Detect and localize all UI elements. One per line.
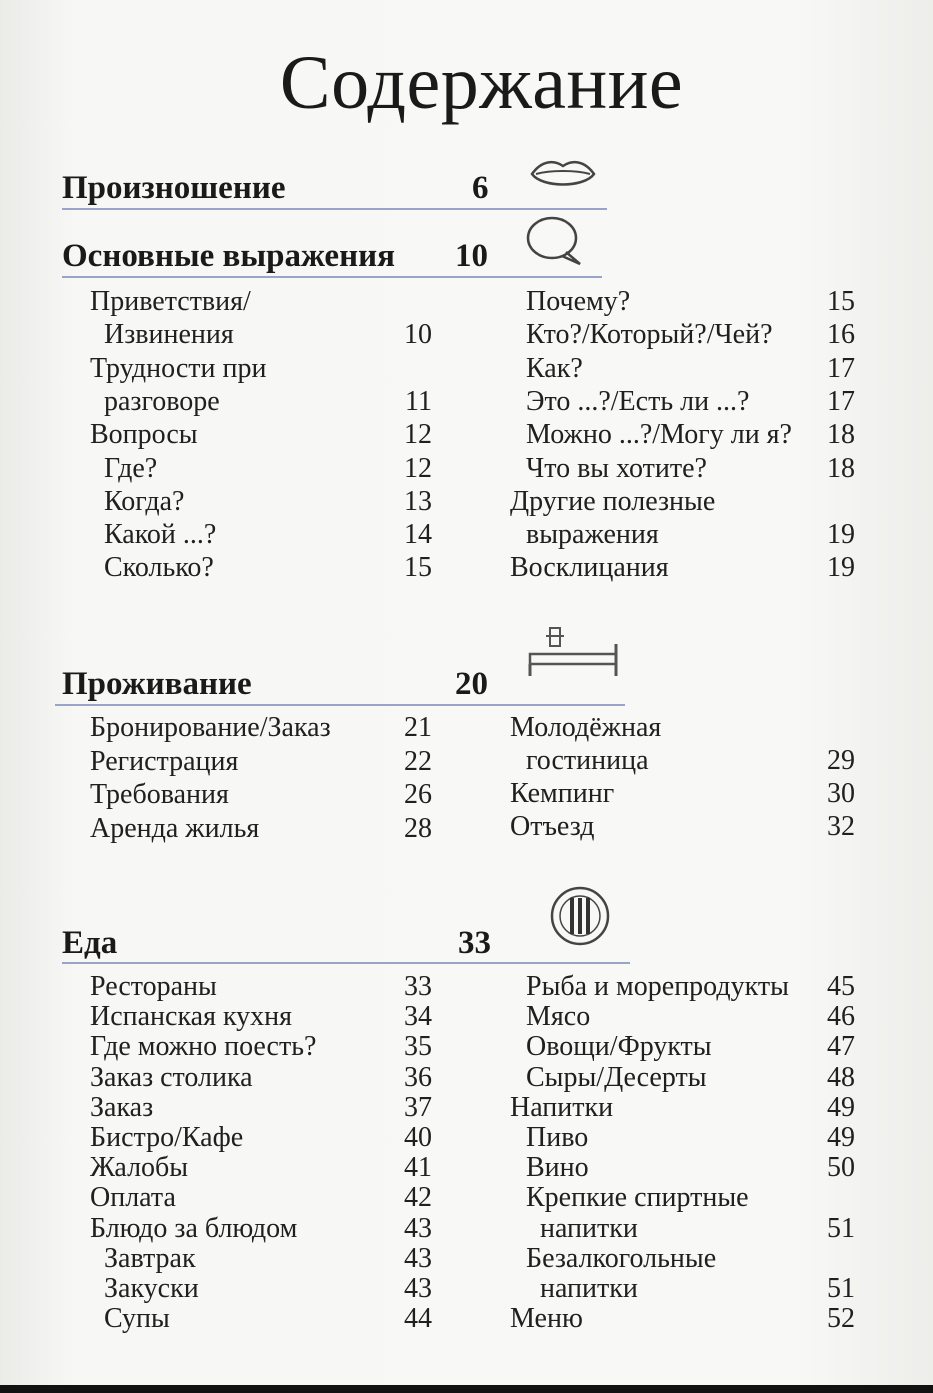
toc-entry-page: 43 <box>404 1273 432 1304</box>
section-rule <box>62 276 602 278</box>
toc-entry-page: 46 <box>827 1001 855 1033</box>
toc-entry-label: разговоре <box>104 385 220 417</box>
fork-knife-plate-icon <box>548 884 612 948</box>
toc-entry-page: 44 <box>404 1303 432 1335</box>
toc-entry-label: Аренда жилья <box>90 812 260 844</box>
toc-entry-label: Требования <box>90 779 229 810</box>
section-page-pronunciation: 6 <box>472 170 489 206</box>
section-rule <box>55 704 625 706</box>
speech-bubble-icon <box>522 212 588 270</box>
toc-entry-label: Рыба и морепродукты <box>526 971 789 1002</box>
toc-entry-label: Завтрак <box>104 1242 196 1274</box>
toc-entry-page: 26 <box>404 779 432 810</box>
section-heading-expressions: Основные выражения <box>62 238 395 274</box>
toc-entry-label: Безалкогольные <box>526 1242 717 1274</box>
toc-entry-page: 43 <box>404 1212 432 1244</box>
toc-entry-page: 34 <box>404 1001 432 1033</box>
toc-entry-label: Кемпинг <box>510 778 615 809</box>
section-page-expressions: 10 <box>455 238 488 274</box>
toc-entry-label: Супы <box>104 1303 170 1335</box>
toc-entry-page: 21 <box>404 712 432 743</box>
toc-entry-page: 40 <box>404 1122 432 1153</box>
toc-entry-page: 36 <box>404 1061 432 1093</box>
toc-entry-label: Что вы хотите? <box>526 452 707 484</box>
toc-entry-page: 12 <box>404 452 432 484</box>
toc-entry-label: Другие полезные <box>510 485 716 517</box>
section-heading-food: Еда <box>62 925 118 961</box>
toc-entry-page: 14 <box>404 519 432 551</box>
section-rule <box>62 962 630 964</box>
toc-entry-label: Заказ столика <box>90 1061 253 1093</box>
toc-entry-page: 33 <box>404 971 432 1002</box>
toc-entry-label: Испанская кухня <box>90 1001 293 1033</box>
toc-entry-label: выражения <box>526 519 659 551</box>
toc-entry-label: Пиво <box>526 1122 589 1153</box>
toc-entry-label: Крепкие спиртные <box>526 1182 749 1214</box>
page-title: Содержание <box>279 41 684 125</box>
section-rule <box>62 208 607 210</box>
toc-entry-page: 30 <box>827 778 855 809</box>
toc-entry-label: Какой ...? <box>104 519 217 551</box>
toc-entry-label: Почему? <box>526 286 631 317</box>
toc-entry-page: 32 <box>827 811 855 842</box>
toc-entry-label: Сыры/Десерты <box>526 1061 707 1093</box>
toc-entry-page: 19 <box>827 552 855 584</box>
toc-entry-page: 12 <box>404 419 432 451</box>
toc-entry-label: Меню <box>510 1303 583 1335</box>
toc-entry-label: Вино <box>526 1152 589 1184</box>
toc-entry-page: 37 <box>404 1091 432 1123</box>
section-page-accommodation: 20 <box>455 666 488 702</box>
toc-entry-label: Напитки <box>510 1091 614 1123</box>
toc-entry-label: Молодёжная <box>510 712 662 743</box>
toc-entry-page: 15 <box>827 286 855 317</box>
toc-entry-page: 18 <box>827 452 855 484</box>
toc-entry-page: 42 <box>404 1182 432 1214</box>
section-heading-pronunciation: Произношение <box>62 170 286 206</box>
toc-entry-page: 18 <box>827 419 855 451</box>
toc-entry-label: Рестораны <box>90 971 217 1002</box>
toc-entry-page: 41 <box>404 1152 432 1184</box>
toc-entry-label: Оплата <box>90 1182 176 1214</box>
toc-entry-page: 17 <box>827 385 855 417</box>
toc-entry-page: 15 <box>404 552 432 584</box>
toc-entry-label: Кто?/Который?/Чей? <box>526 319 773 351</box>
page-edge <box>0 1385 933 1393</box>
toc-entry-label: Как? <box>526 352 583 384</box>
toc-entry-label: Где можно поесть? <box>90 1031 317 1063</box>
toc-entry-page: 19 <box>827 519 855 551</box>
section-page-food: 33 <box>458 925 491 961</box>
toc-entry-label: Когда? <box>104 485 185 517</box>
toc-entry-label: Трудности при <box>90 352 267 384</box>
toc-entry-label: Можно ...?/Могу ли я? <box>526 419 792 451</box>
toc-entry-label: Сколько? <box>104 552 214 584</box>
toc-entry-label: Регистрация <box>90 745 239 777</box>
toc-entry-label: Заказ <box>90 1091 154 1123</box>
toc-entry-page: 10 <box>404 319 432 351</box>
toc-entry-label: Жалобы <box>90 1152 189 1184</box>
toc-entry-page: 16 <box>827 319 855 351</box>
toc-entry-page: 50 <box>827 1152 855 1184</box>
toc-entry-page: 22 <box>404 745 432 777</box>
toc-entry-page: 45 <box>827 971 855 1002</box>
toc-entry-page: 35 <box>404 1031 432 1063</box>
toc-entry-label: Бронирование/Заказ <box>90 712 331 743</box>
toc-entry-label: Восклицания <box>510 552 669 584</box>
toc-entry-page: 51 <box>827 1212 855 1244</box>
toc-entry-label: Где? <box>104 452 158 484</box>
toc-entry-label: Закуски <box>104 1273 199 1304</box>
bed-icon <box>526 624 621 680</box>
toc-entry-label: Извинения <box>104 319 234 351</box>
toc-entry-page: 43 <box>404 1242 432 1274</box>
section-heading-accommodation: Проживание <box>62 666 252 702</box>
toc-entry-label: Приветствия/ <box>90 286 251 317</box>
toc-entry-label: Это ...?/Есть ли ...? <box>526 385 750 417</box>
toc-entry-label: напитки <box>540 1273 638 1304</box>
toc-entry-page: 11 <box>405 385 432 417</box>
toc-entry-page: 29 <box>827 745 855 776</box>
toc-entry-label: Вопросы <box>90 419 198 451</box>
toc-entry-page: 28 <box>404 812 432 844</box>
toc-entry-label: Отъезд <box>510 811 595 842</box>
toc-entry-label: Блюдо за блюдом <box>90 1212 298 1244</box>
toc-entry-label: гостиница <box>526 745 649 776</box>
toc-entry-page: 52 <box>827 1303 855 1335</box>
toc-entry-page: 51 <box>827 1273 855 1304</box>
toc-entry-page: 48 <box>827 1061 855 1093</box>
toc-entry-label: Бистро/Кафе <box>90 1122 244 1153</box>
lips-icon <box>528 154 598 194</box>
toc-entry-page: 13 <box>404 485 432 517</box>
toc-entry-page: 17 <box>827 352 855 384</box>
toc-entry-page: 49 <box>827 1091 855 1123</box>
toc-entry-page: 49 <box>827 1122 855 1153</box>
toc-entry-page: 47 <box>827 1031 855 1063</box>
toc-entry-label: напитки <box>540 1212 638 1244</box>
toc-entry-label: Овощи/Фрукты <box>526 1031 712 1063</box>
toc-entry-label: Мясо <box>526 1001 591 1033</box>
